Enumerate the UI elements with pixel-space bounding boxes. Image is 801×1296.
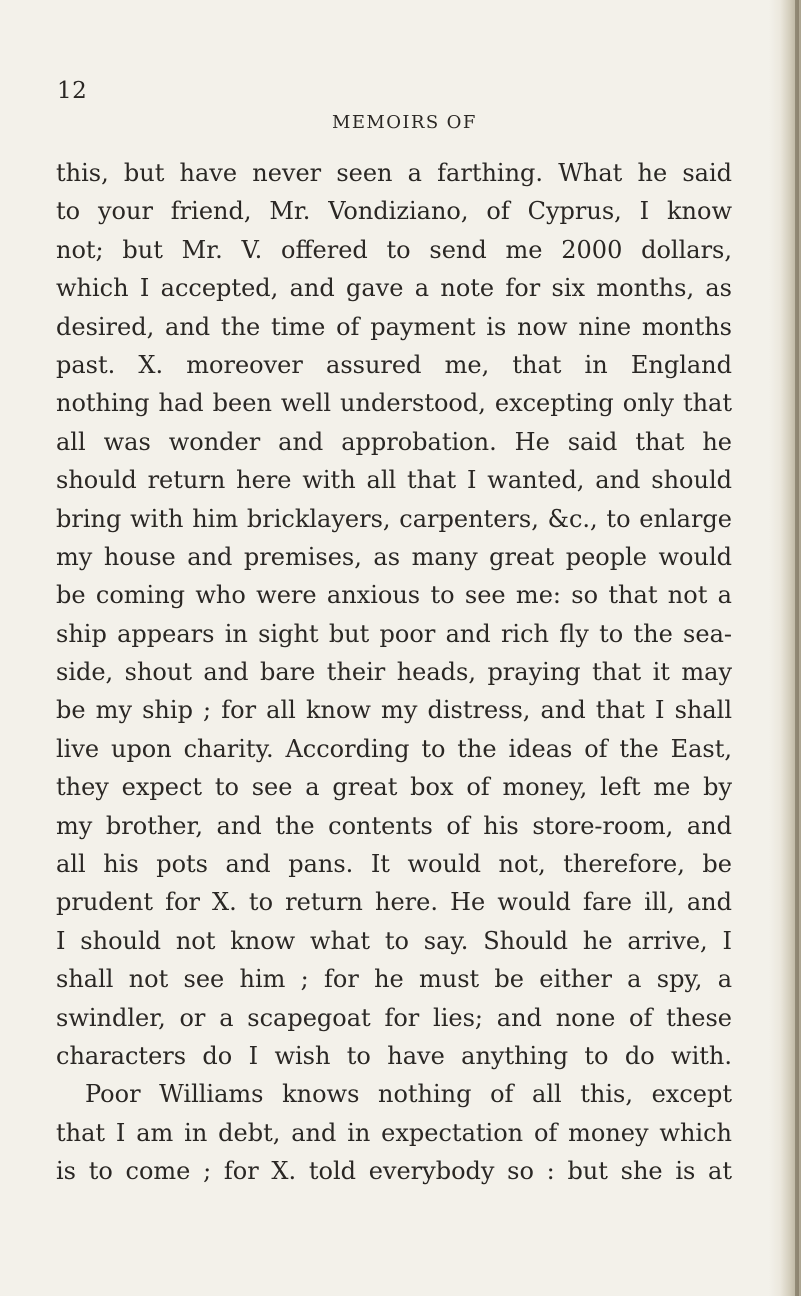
text-line: live upon charity. According to the ideas of the East, xyxy=(56,734,732,763)
text-line: is to come ; for X. told everybody so : but she is at xyxy=(56,1157,732,1186)
text-line: be my ship ; for all know my distress, and that I shall xyxy=(56,696,732,725)
text-line: all his pots and pans. It would not, therefore, be xyxy=(56,850,732,879)
text-line: shall not see him ; for he must be either a spy, a xyxy=(56,965,732,994)
text-line: should return here with all that I wanted, and should xyxy=(56,466,732,495)
page-edge xyxy=(795,0,799,1296)
text-line: ship appears in sight but poor and rich fly to the sea- xyxy=(56,619,732,648)
text-line: be coming who were anxious to see me: so that not a xyxy=(56,581,732,610)
text-line: I should not know what to say. Should he arrive, I xyxy=(56,926,732,955)
text-line: they expect to see a great box of money, left me by xyxy=(56,773,732,802)
text-line: prudent for X. to return here. He would fare ill, and xyxy=(56,888,732,917)
text-line: characters do I wish to have anything to do with. xyxy=(56,1041,732,1070)
text-line: nothing had been well understood, excepting only that xyxy=(56,389,732,418)
text-line: bring with him bricklayers, carpenters, &c., to enlarge xyxy=(56,504,732,533)
text-line: my brother, and the contents of his store-room, and xyxy=(56,811,732,840)
text-line: my house and premises, as many great people would xyxy=(56,542,732,571)
text-line: swindler, or a scapegoat for lies; and none of these xyxy=(56,1003,732,1032)
text-line: desired, and the time of payment is now nine months xyxy=(56,312,732,341)
text-line: to your friend, Mr. Vondiziano, of Cyprus, I know xyxy=(56,197,732,226)
running-head: MEMOIRS OF xyxy=(332,112,477,133)
text-line: Poor Williams knows nothing of all this, except xyxy=(85,1080,732,1109)
text-line: side, shout and bare their heads, praying that it may xyxy=(56,658,732,687)
page-number: 12 xyxy=(57,78,88,104)
text-line: past. X. moreover assured me, that in England xyxy=(56,350,732,379)
text-line: not; but Mr. V. offered to send me 2000 dollars, xyxy=(56,235,732,264)
text-line: all was wonder and approbation. He said that he xyxy=(56,427,732,456)
text-line: this, but have never seen a farthing. What he said xyxy=(56,159,732,187)
text-line: which I accepted, and gave a note for six months, as xyxy=(56,274,732,303)
body-text xyxy=(56,154,732,1191)
text-line: that I am in debt, and in expectation of money which xyxy=(56,1118,732,1147)
